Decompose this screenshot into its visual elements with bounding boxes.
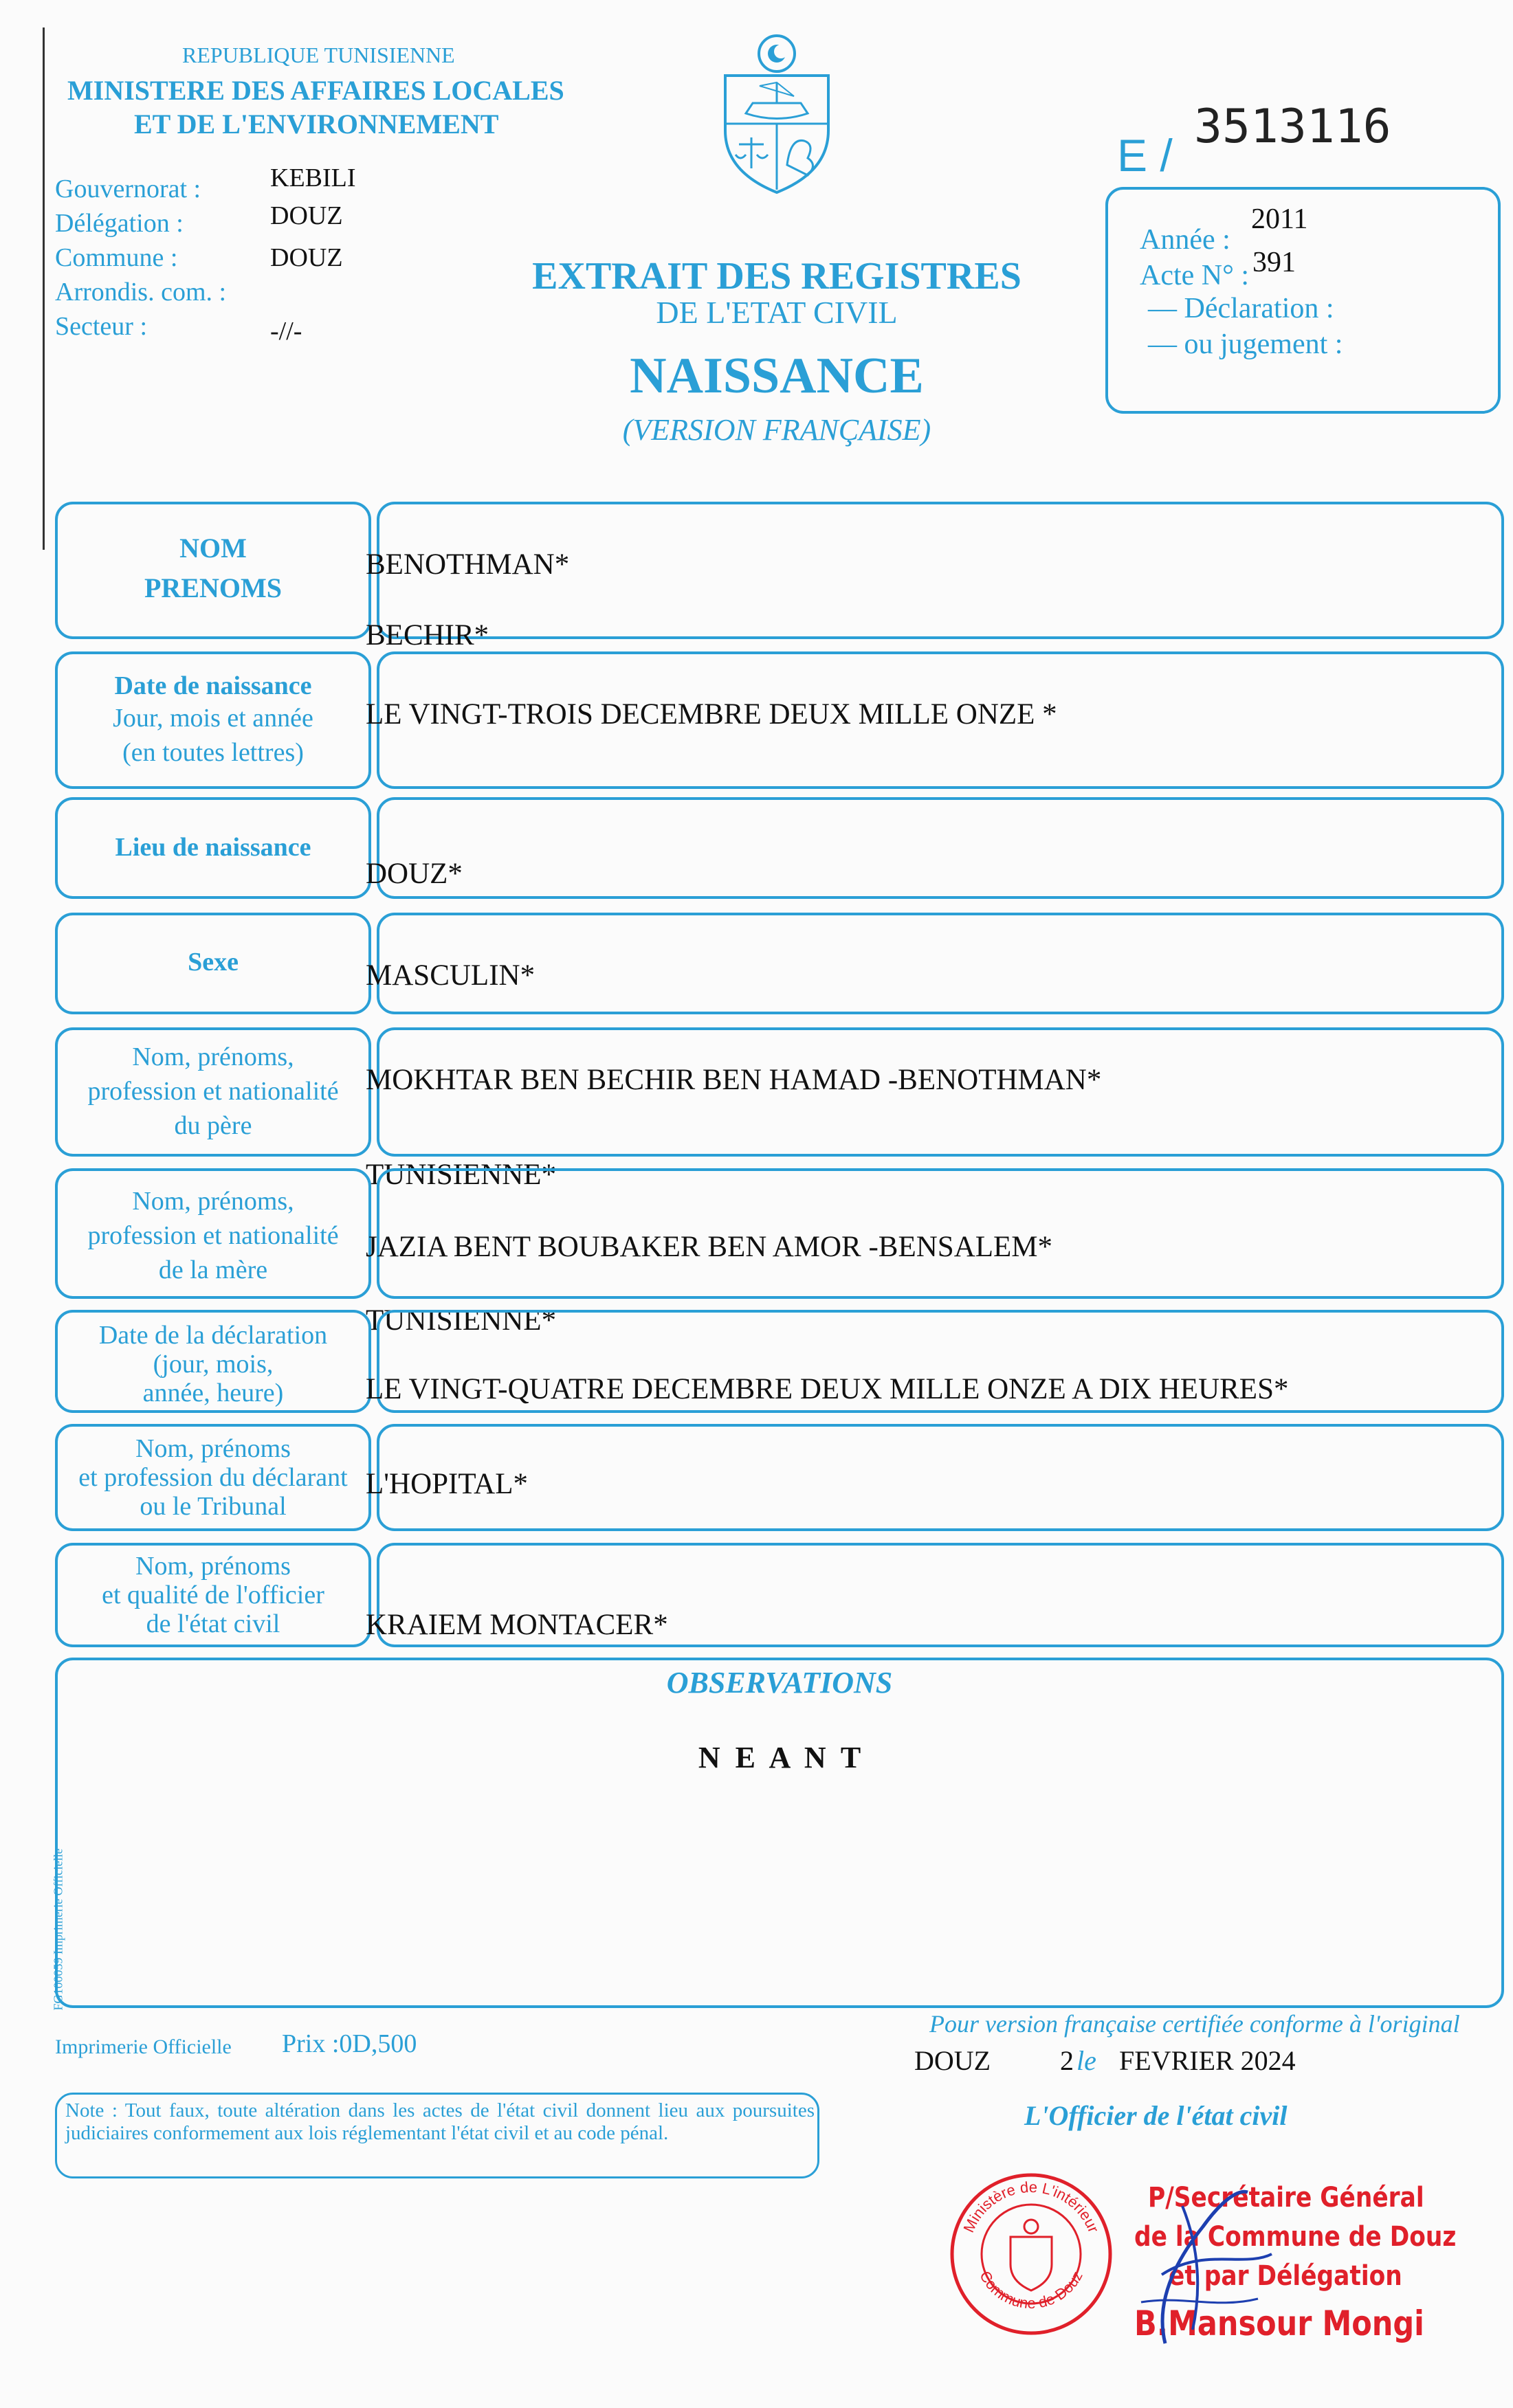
gouvernorat-label: Gouvernorat : (55, 175, 201, 203)
stamp-line2: de la Commune de Douz (1134, 2221, 1457, 2253)
acte-value: 391 (1252, 247, 1296, 278)
serial-prefix: E / (1117, 130, 1173, 181)
ministry-line1: MINISTERE DES AFFAIRES LOCALES (67, 75, 564, 106)
seal-top-text: Ministère de L'intérieur (960, 2178, 1103, 2236)
officer-label2: et qualité de l'officier (102, 1581, 324, 1609)
jugement-label: — ou jugement : (1148, 328, 1343, 360)
delegation-value: DOUZ (270, 201, 343, 230)
commune-value: DOUZ (270, 243, 343, 272)
stamp-line4: B.Mansour Mongi (1134, 2304, 1424, 2343)
observations-box (55, 1658, 1504, 2008)
title-line2: DE L'ETAT CIVIL (656, 295, 898, 330)
officer-signature (1100, 2165, 1292, 2357)
sex-label: Sexe (188, 948, 239, 977)
mother-label3: de la mère (158, 1256, 268, 1284)
secteur-value: -//- (270, 317, 302, 346)
date-rest: FEVRIER 2024 (1119, 2045, 1296, 2076)
side-code: FG100059 Imprimerie Officielle (51, 1848, 65, 2011)
sex-value: MASCULIN* (366, 959, 535, 992)
title-version: (VERSION FRANÇAISE) (622, 413, 931, 447)
date-day: 2 (1060, 2045, 1074, 2076)
father-label1: Nom, prénoms, (132, 1043, 294, 1071)
red-seal (945, 2168, 1117, 2340)
observations-value: N E A N T (698, 1741, 861, 1774)
acte-label: Acte N° : (1140, 260, 1250, 291)
title-main: NAISSANCE (630, 348, 924, 404)
secteur-label: Secteur : (55, 312, 148, 341)
title-line1: EXTRAIT DES REGISTRES (532, 255, 1021, 298)
mother-nationality: TUNISIENNE* (366, 1304, 557, 1337)
officer-title: L'Officier de l'état civil (1024, 2100, 1288, 2131)
observations-title: OBSERVATIONS (666, 1666, 893, 1699)
prenoms-value: BECHIR* (366, 619, 489, 651)
nom-label-box (55, 502, 371, 639)
certified-text: Pour version française certifiée conforme à l'original (929, 2010, 1460, 2038)
commune-label: Commune : (55, 243, 178, 272)
decl-date-label2: (jour, mois, (153, 1350, 274, 1379)
birth-place-value: DOUZ* (366, 858, 463, 890)
seal-bottom-text: Commune de Douz (976, 2268, 1086, 2312)
republic-label: REPUBLIQUE TUNISIENNE (182, 43, 455, 67)
birth-date-label1: Date de naissance (114, 671, 312, 700)
left-margin-line (43, 27, 45, 550)
annee-label: Année : (1140, 224, 1230, 256)
delegation-label: Délégation : (55, 209, 184, 238)
nom-value: BENOTHMAN* (366, 548, 570, 581)
mother-label1: Nom, prénoms, (132, 1187, 294, 1216)
ministry-line2: ET DE L'ENVIRONNEMENT (134, 109, 499, 140)
declarant-label2: et profession du déclarant (78, 1463, 348, 1492)
birth-date-label2: Jour, mois et année (113, 704, 313, 733)
decl-date-value: LE VINGT-QUATRE DECEMBRE DEUX MILLE ONZE A DIX HEURES* (366, 1373, 1289, 1405)
mother-label2: profession et nationalité (87, 1221, 339, 1250)
note-text: Note : Tout faux, toute altération dans les actes de l'état civil donnent lieu aux poursuites judiciaires conformement aux lois réglementant l'état civil et au code pénal. (65, 2099, 815, 2144)
sex-value-box (377, 913, 1504, 1014)
declarant-value-box (377, 1424, 1504, 1531)
declaration-label: — Déclaration : (1148, 293, 1334, 324)
birth-date-value: LE VINGT-TROIS DECEMBRE DEUX MILLE ONZE * (366, 698, 1057, 731)
decl-date-label3: année, heure) (142, 1379, 284, 1407)
date-le: le (1076, 2045, 1096, 2076)
arrondissement-label: Arrondis. com. : (55, 278, 227, 306)
officer-value: KRAIEM MONTACER* (366, 1609, 668, 1641)
serial-number: 3513116 (1194, 100, 1391, 154)
declarant-label3: ou le Tribunal (140, 1492, 287, 1521)
gouvernorat-value: KEBILI (270, 164, 356, 192)
stamp-line1: P/Secrétaire Général (1148, 2182, 1424, 2214)
date-place: DOUZ (914, 2045, 991, 2076)
declarant-value: L'HOPITAL* (366, 1468, 528, 1500)
price-label: Prix :0D,500 (282, 2029, 417, 2058)
birth-place-value-box (377, 797, 1504, 899)
stamp-line3: et par Délégation (1169, 2260, 1402, 2292)
father-label3: du père (174, 1111, 252, 1140)
mother-value: JAZIA BENT BOUBAKER BEN AMOR -BENSALEM* (366, 1231, 1053, 1263)
coat-of-arms-emblem (705, 27, 849, 199)
officer-label1: Nom, prénoms (135, 1552, 291, 1581)
annee-value: 2011 (1251, 203, 1308, 235)
declarant-label1: Nom, prénoms (135, 1434, 291, 1463)
decl-date-label1: Date de la déclaration (98, 1321, 328, 1350)
father-label2: profession et nationalité (87, 1077, 339, 1106)
father-nationality: TUNISIENNE* (366, 1159, 557, 1191)
officer-label3: de l'état civil (146, 1609, 280, 1638)
birth-place-label: Lieu de naissance (115, 833, 311, 862)
printer-label: Imprimerie Officielle (55, 2036, 232, 2058)
prenoms-label: PRENOMS (144, 572, 282, 603)
birth-date-label3: (en toutes lettres) (122, 738, 304, 767)
father-value: MOKHTAR BEN BECHIR BEN HAMAD -BENOTHMAN* (366, 1064, 1102, 1096)
nom-label: NOM (179, 533, 247, 564)
